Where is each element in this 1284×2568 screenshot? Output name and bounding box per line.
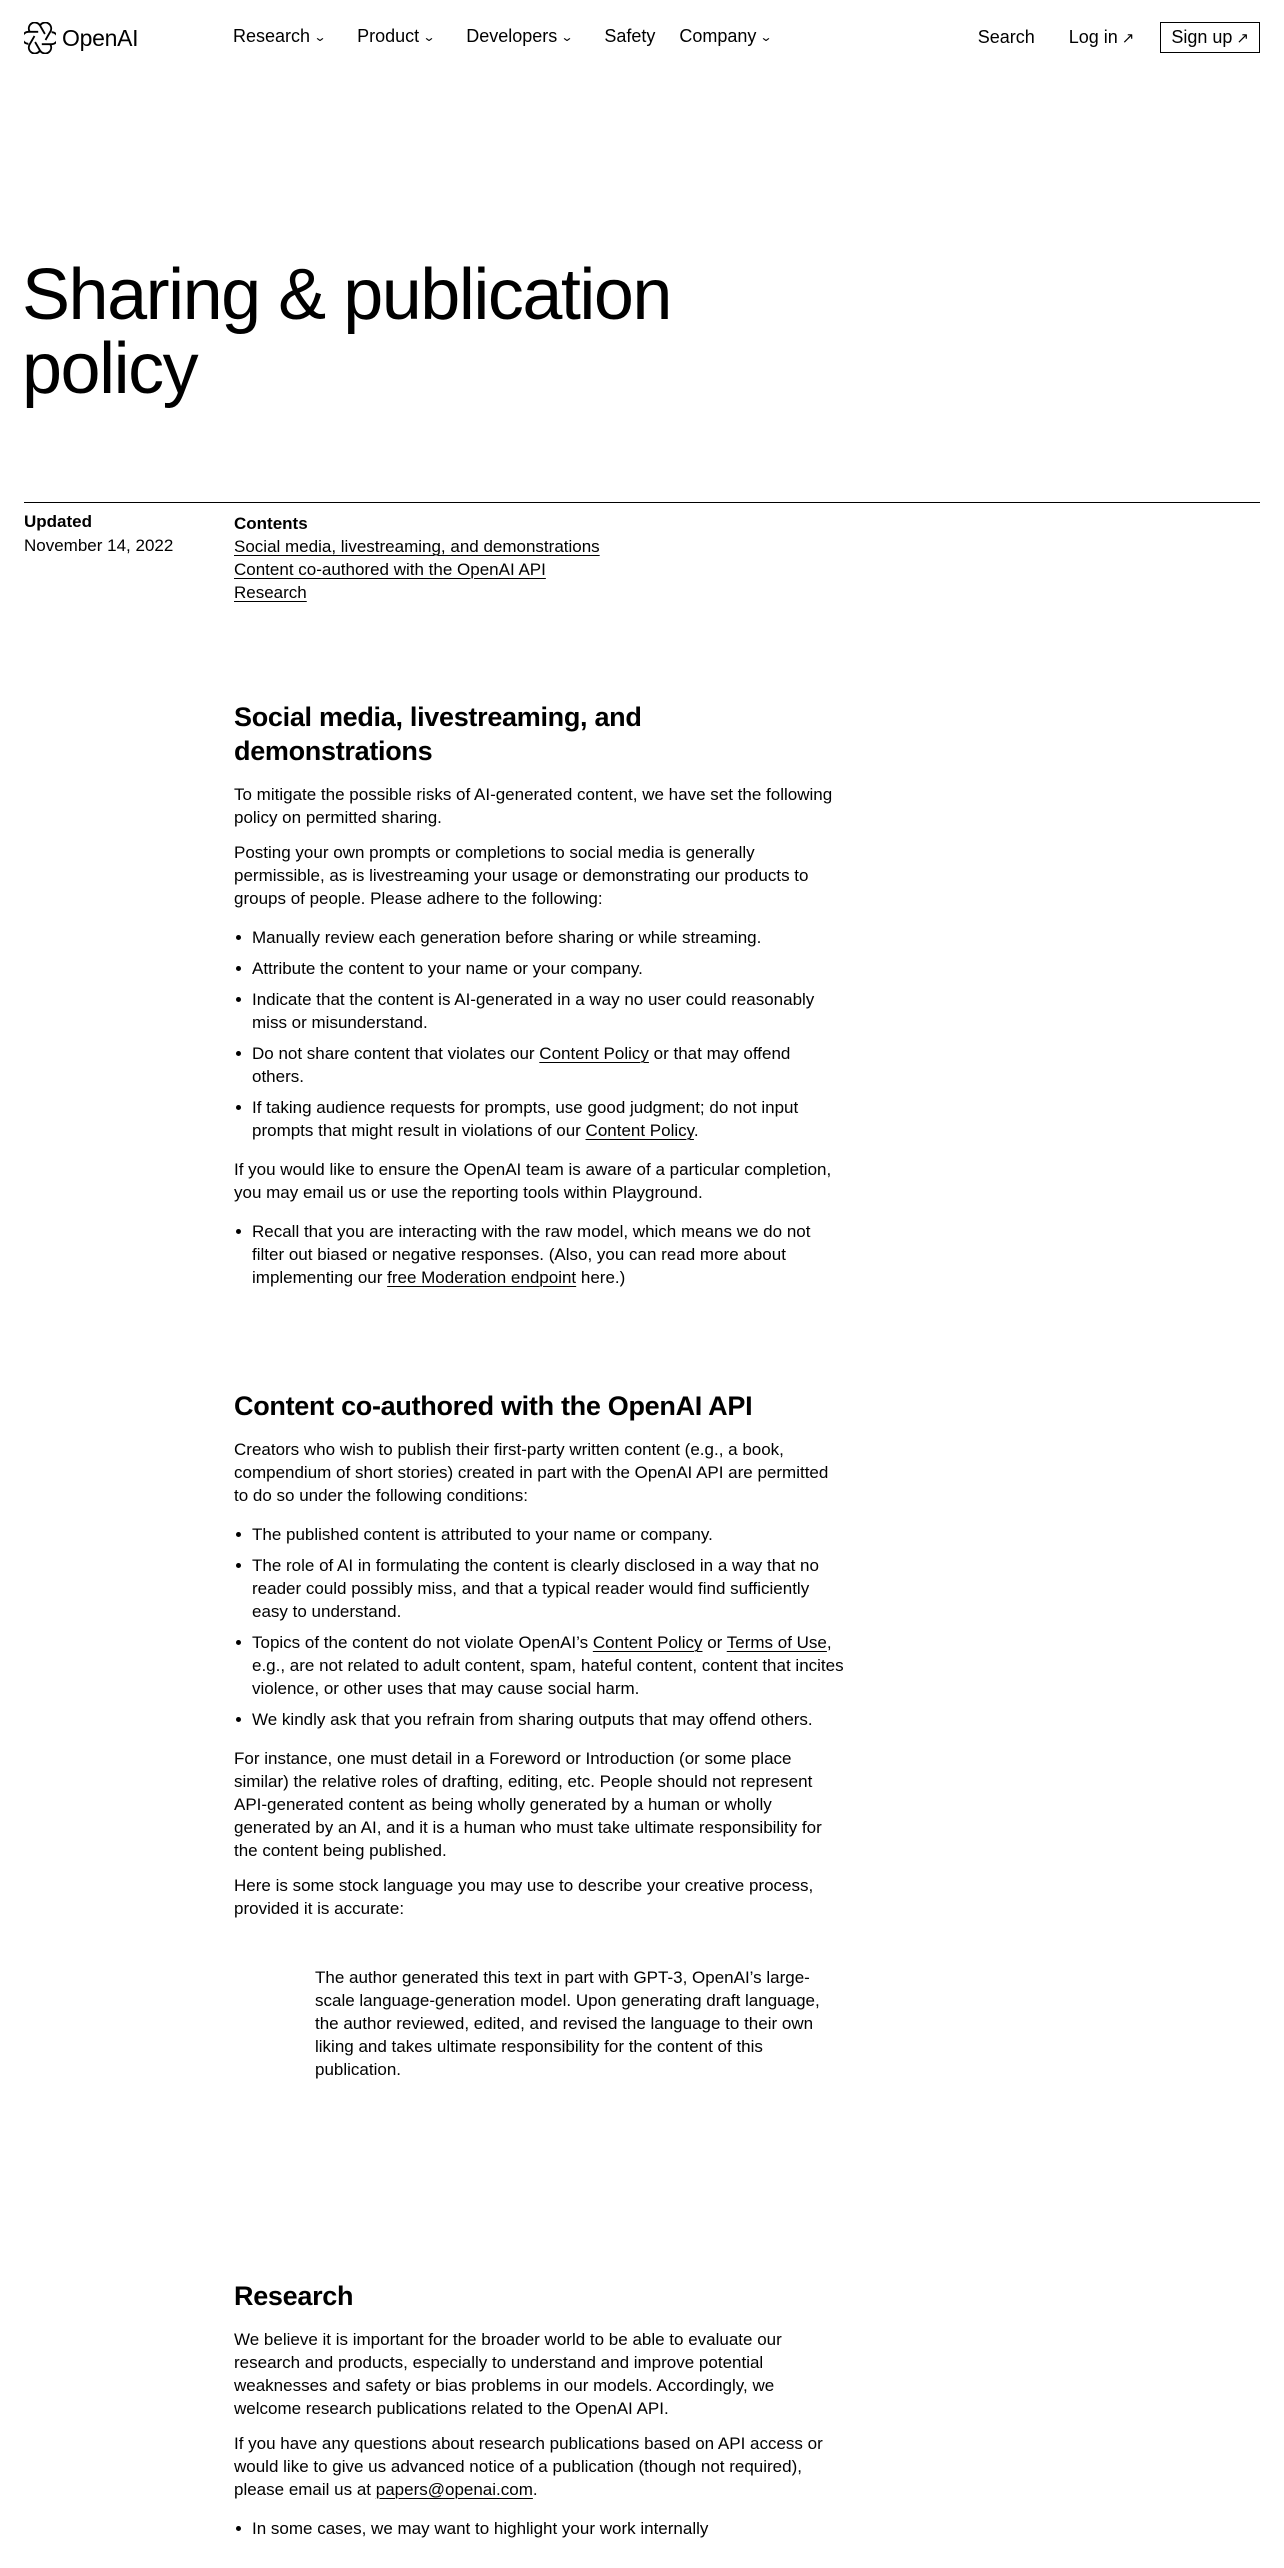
nav-safety[interactable] (604, 26, 655, 47)
paragraph: Posting your own prompts or completions to social media is generally permissible, as is livestreaming your usage or demonstrating our products to groups of people. Please adhere to the following: (234, 843, 809, 908)
chevron-down-icon: ⌄ (313, 29, 327, 44)
login-link[interactable] (1069, 27, 1135, 48)
guidelines-list (234, 926, 844, 1142)
paragraph: If you would like to ensure the OpenAI team is aware of a particular completion, you may email us or use the reporting tools within Playground. (234, 1160, 832, 1202)
text: , e.g., are not related to adult content, spam, hateful content, content that incites violence, or other uses that may cause social harm. (252, 1633, 844, 1698)
paragraph: For instance, one must detail in a Foreword or Introduction (or some place similar) the relative roles of drafting, editing, etc. People should not represent API-generated content as being wholly generated by a human or wholly generated by an AI, and it is a human who must take ultimate responsibility for the content being published. (234, 1749, 822, 1860)
nav-company[interactable] (679, 26, 771, 47)
list-item: The published content is attributed to your name or company. (234, 1523, 844, 1546)
list-item (234, 1220, 844, 1289)
research-list (234, 2517, 844, 2540)
page-title (22, 255, 782, 409)
list-item (234, 1096, 844, 1142)
list-item (234, 1631, 844, 1700)
list-item (234, 1042, 844, 1088)
section-heading: Social media, livestreaming, and demonstrations (234, 702, 642, 766)
paragraph: Creators who wish to publish their first-party written content (e.g., a book, compendium of short stories) created in part with the OpenAI API are permitted to do so under the following conditions: (234, 1440, 829, 1505)
content-policy-link[interactable]: Content Policy (592, 1633, 703, 1652)
nav-product[interactable] (357, 26, 434, 47)
nav-company-label: Company (679, 26, 757, 46)
section-research (234, 2279, 844, 2548)
text: . (693, 1121, 699, 1140)
updated-label: Updated (24, 512, 92, 531)
top-navigation (0, 0, 1284, 76)
chevron-down-icon: ⌄ (759, 29, 773, 44)
contents-label: Contents (234, 514, 308, 533)
arrow-up-right-icon: ↗ (1121, 29, 1135, 47)
nav-product-label: Product (357, 26, 420, 46)
text: Recall that you are interacting with the raw model, which means we do not filter out biased or negative responses. (Also, you can read more about implementing our (252, 1222, 811, 1287)
nav-developers[interactable] (466, 26, 572, 47)
paragraph: We believe it is important for the broader world to be able to evaluate our research and products, especially to understand and improve potential weaknesses and safety or bias problems in our models. Accordingly, we welcome research publications related to the OpenAI API. (234, 2330, 782, 2418)
table-of-contents (234, 512, 600, 604)
chevron-down-icon: ⌄ (422, 29, 436, 44)
updated-date: November 14, 2022 (24, 536, 174, 555)
content-policy-link[interactable]: Content Policy (585, 1121, 694, 1140)
stock-language-quote: The author generated this text in part with GPT-3, OpenAI’s large-scale language-generation model. Upon generating draft language, the author reviewed, edited, and revised the language to their own liking and takes ultimate responsibility for the content of this publication. (315, 1968, 820, 2079)
nav-developers-label: Developers (466, 26, 558, 46)
toc-link-co-authored[interactable]: Content co-authored with the OpenAI API (234, 560, 546, 579)
notes-list (234, 1220, 844, 1289)
arrow-up-right-icon: ↗ (1236, 29, 1249, 47)
signup-button[interactable] (1160, 22, 1260, 53)
section-social-media (234, 700, 844, 1297)
text: here.) (576, 1268, 626, 1287)
page-title-line2: policy (22, 329, 198, 409)
primary-nav (233, 26, 803, 47)
text: or that may offend others. (252, 1044, 791, 1086)
text: If you have any questions about research publications based on API access or would like to give us advanced notice of a publication (though not required), please email us at (234, 2434, 823, 2499)
search-button[interactable]: Search (977, 27, 1035, 47)
openai-logo-icon (24, 22, 56, 54)
nav-safety-label: Safety (604, 26, 656, 46)
papers-email-link[interactable]: papers@openai.com (375, 2480, 533, 2499)
list-item: Indicate that the content is AI-generated in a way no user could reasonably miss or misunderstand. (234, 988, 844, 1034)
divider (24, 502, 1260, 503)
text: . (532, 2480, 538, 2499)
list-item: The role of AI in formulating the content is clearly disclosed in a way that no reader could possibly miss, and that a typical reader would find sufficiently easy to understand. (234, 1554, 844, 1623)
section-co-authored (234, 1389, 844, 2081)
nav-actions (978, 22, 1260, 53)
toc-link-research[interactable]: Research (234, 583, 307, 602)
nav-research[interactable] (233, 26, 325, 47)
openai-logo-link[interactable] (24, 22, 138, 54)
list-item: In some cases, we may want to highlight your work internally (234, 2517, 844, 2540)
conditions-list (234, 1523, 844, 1731)
toc-link-social-media[interactable]: Social media, livestreaming, and demonstrations (234, 537, 600, 556)
text: or (702, 1633, 727, 1652)
brand-wordmark: OpenAI (62, 24, 139, 51)
list-item: Attribute the content to your name or your company. (234, 957, 844, 980)
moderation-endpoint-link[interactable]: free Moderation endpoint (387, 1268, 577, 1287)
chevron-down-icon: ⌄ (560, 29, 574, 44)
paragraph (234, 2432, 844, 2501)
content-policy-link[interactable]: Content Policy (539, 1044, 649, 1063)
signup-label: Sign up (1171, 27, 1233, 47)
list-item: Manually review each generation before sharing or while streaming. (234, 926, 844, 949)
page-title-line1: Sharing & publication (22, 255, 671, 335)
nav-research-label: Research (233, 26, 311, 46)
paragraph: To mitigate the possible risks of AI-generated content, we have set the following policy on permitted sharing. (234, 785, 833, 827)
text: If taking audience requests for prompts, use good judgment; do not input prompts that might result in violations of our (252, 1098, 799, 1140)
list-item: We kindly ask that you refrain from sharing outputs that may offend others. (234, 1708, 844, 1731)
section-heading: Content co-authored with the OpenAI API (234, 1391, 753, 1421)
text: Topics of the content do not violate OpenAI’s (252, 1633, 593, 1652)
terms-of-use-link[interactable]: Terms of Use (726, 1633, 827, 1652)
paragraph: Here is some stock language you may use to describe your creative process, provided it is accurate: (234, 1876, 814, 1918)
section-heading: Research (234, 2281, 354, 2311)
text: Do not share content that violates our (252, 1044, 540, 1063)
login-label: Log in (1068, 27, 1118, 47)
